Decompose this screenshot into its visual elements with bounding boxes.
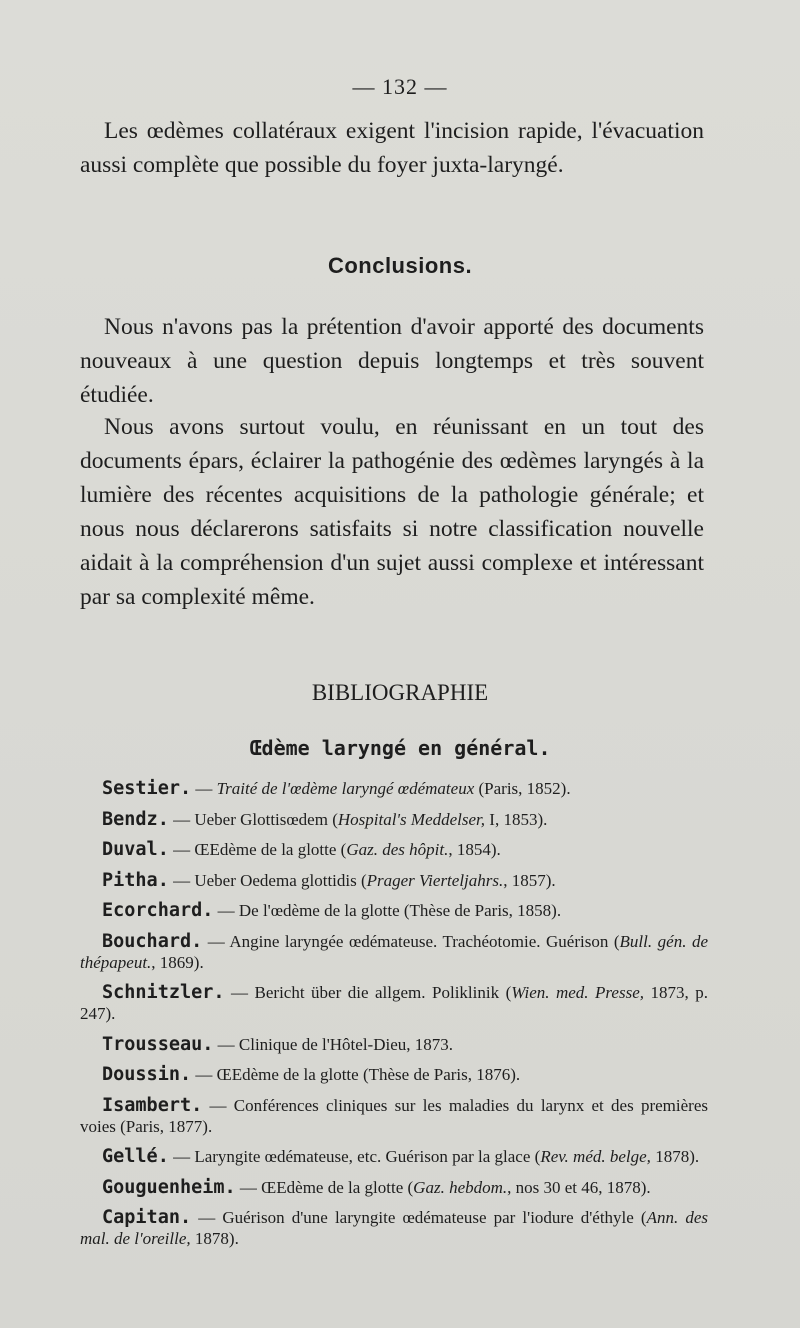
- bibliography-entry: [80, 1095, 708, 1137]
- entry-details: , 1854).: [448, 840, 501, 859]
- entry-author: Gouguenheim.: [102, 1176, 236, 1198]
- bibliography-entry: [80, 1064, 708, 1085]
- entry-details: , 1857).: [503, 870, 556, 890]
- entry-author: Duval.: [102, 839, 169, 860]
- entry-text: — Angine laryngée œdémateuse. Trachéotomie. Guérison (: [202, 931, 620, 951]
- entry-author: Gellé.: [102, 1146, 169, 1167]
- entry-text: — Laryngite œdémateuse, etc. Guérison par la glace (: [168, 1147, 541, 1166]
- bibliography-entry: [80, 900, 708, 921]
- entry-author: Bendz.: [102, 808, 169, 830]
- entry-author: Isambert.: [102, 1094, 203, 1116]
- entry-title: Ann. des mal. de l'oreille,: [80, 1208, 708, 1248]
- bibliography-entry: [80, 982, 708, 1024]
- entry-text: — ŒEdème de la glotte (: [235, 1177, 414, 1197]
- entry-title: Prager Vierteljahrs.: [366, 870, 504, 890]
- bibliography-list: [80, 778, 708, 1259]
- bibliography-entry: [80, 1207, 708, 1249]
- bibliography-entry: [80, 1146, 708, 1167]
- conclusions-paragraph-1: Nous n'avons pas la prétention d'avoir apporté des documents nouveaux à une question depuis longtemps et très souvent étudiée.: [80, 314, 704, 408]
- bibliography-entry: [80, 839, 708, 860]
- entry-text: — Conférences cliniques sur les maladies du larynx et des premières voies (Paris, 1877).: [80, 1095, 708, 1136]
- entry-title: Traité de l'œdème laryngé œdémateux: [216, 779, 475, 798]
- entry-author: Sestier.: [102, 778, 192, 799]
- bibliography-entry: [80, 809, 708, 830]
- entry-details: 1873, p. 247).: [80, 983, 708, 1023]
- entry-text: — Guérison d'une laryngite œdémateuse par l'iodure d'éthyle (: [191, 1208, 647, 1227]
- bibliography-heading: BIBLIOGRAPHIE: [311, 680, 489, 705]
- entry-details: 1878).: [650, 1147, 700, 1166]
- entry-author: Schnitzler.: [102, 982, 225, 1003]
- entry-text: — Ueber Glottisœdem (: [168, 809, 338, 829]
- bibliography-entry: [80, 1034, 708, 1055]
- entry-text: — Ueber Oedema glottidis (: [168, 870, 367, 890]
- entry-details: (Paris, 1852).: [474, 779, 571, 798]
- entry-author: Ecorchard.: [102, 900, 214, 921]
- conclusions-paragraph-2: Nous avons surtout voulu, en réunissant en un tout des documents épars, éclairer la pathogénie des œdèmes laryngés à la lumière des récentes acquisitions de la pathologie générale; et nous nous déclarerons satisfaits si notre classification nouvelle aidait à la compréhension d'un sujet aussi complexe et intéressant par sa complexité même.: [80, 414, 704, 610]
- entry-title: Gaz. hebdom.: [413, 1177, 508, 1197]
- bibliography-entry: [80, 1177, 708, 1198]
- bibliography-entry: [80, 931, 708, 973]
- entry-text: — Bericht über die allgem. Poliklinik (: [224, 983, 512, 1002]
- entry-title: Wien. med. Presse,: [511, 983, 644, 1002]
- entry-author: Bouchard.: [102, 930, 203, 952]
- intro-paragraph: Les œdèmes collatéraux exigent l'incision rapide, l'évacuation aussi complète que possible du foyer juxta-laryngé.: [80, 118, 704, 178]
- entry-text: — Clinique de l'Hôtel-Dieu, 1873.: [213, 1034, 454, 1054]
- entry-text: —: [191, 779, 217, 798]
- entry-author: Doussin.: [102, 1064, 192, 1085]
- entry-title: Gaz. des hôpit.: [346, 840, 449, 859]
- entry-details: 1878).: [190, 1229, 239, 1248]
- bibliography-entry: [80, 870, 708, 891]
- entry-text: — ŒEdème de la glotte (: [168, 840, 347, 859]
- entry-details: , 1869).: [151, 952, 204, 972]
- bibliography-entry: [80, 778, 708, 799]
- page-number: — 132 —: [352, 74, 448, 99]
- entry-title: Rev. méd. belge,: [540, 1147, 651, 1166]
- entry-title: Bull. gén. de thépapeut.: [80, 931, 709, 972]
- entry-text: — ŒEdème de la glotte (Thèse de Paris, 1876).: [191, 1065, 521, 1084]
- entry-details: I, 1853).: [485, 809, 548, 829]
- entry-text: — De l'œdème de la glotte (Thèse de Paris, 1858).: [213, 901, 562, 920]
- bibliography-subheading: Œdème laryngé en général.: [249, 736, 551, 760]
- entry-details: , nos 30 et 46, 1878).: [507, 1177, 651, 1197]
- conclusions-heading: Conclusions.: [327, 253, 473, 278]
- entry-author: Capitan.: [102, 1207, 192, 1228]
- entry-title: Hospital's Meddelser,: [337, 809, 486, 829]
- entry-author: Pitha.: [102, 869, 169, 891]
- entry-author: Trousseau.: [102, 1033, 214, 1055]
